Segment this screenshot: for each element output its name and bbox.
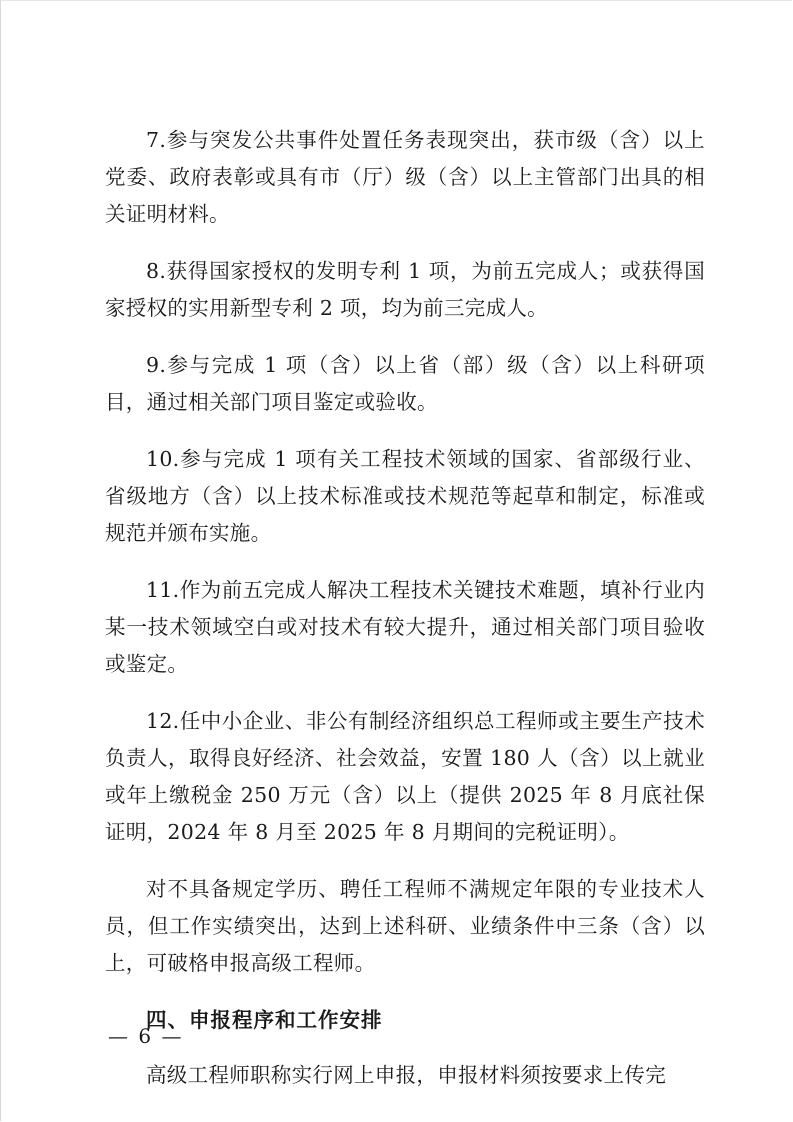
paragraph-item-7: 7.参与突发公共事件处置任务表现突出，获市级（含）以上党委、政府表彰或具有市（厅）级（含）以上主管部门出具的相关证明材料。 [105,128,705,226]
page-number: — 6 — [108,1024,184,1048]
paragraph-application-intro: 高级工程师职称实行网上申报，申报材料须按要求上传完 [146,1063,666,1087]
document-body [105,122,705,1114]
section-heading: 四、申报程序和工作安排 [146,1008,383,1032]
paragraph-item-8: 8.获得国家授权的发明专利 1 项，为前五完成人；或获得国家授权的实用新型专利 2 项，均为前三完成人。 [105,259,705,320]
paragraph-item-12: 12.任中小企业、非公有制经济组织总工程师或主要生产技术负责人，取得良好经济、社会效益，安置 180 人（含）以上就业或年上缴税金 250 万元（含）以上（提供 2025 年 8 月底社保证明，2024 年 8 月至 2025 年 8 月期间的完税证明）。 [105,709,705,844]
paragraph-exception-rule: 对不具备规定学历、聘任工程师不满规定年限的专业技术人员，但工作实绩突出，达到上述科研、业绩条件中三条（含）以上，可破格申报高级工程师。 [105,877,705,975]
paragraph-item-9: 9.参与完成 1 项（含）以上省（部）级（含）以上科研项目，通过相关部门项目鉴定或验收。 [105,353,705,414]
paragraph-item-11: 11.作为前五完成人解决工程技术关键技术难题，填补行业内某一技术领域空白或对技术有较大提升，通过相关部门项目验收或鉴定。 [105,578,705,676]
paragraph-item-10: 10.参与完成 1 项有关工程技术领域的国家、省部级行业、省级地方（含）以上技术标准或技术规范等起草和制定，标准或规范并颁布实施。 [105,447,705,545]
